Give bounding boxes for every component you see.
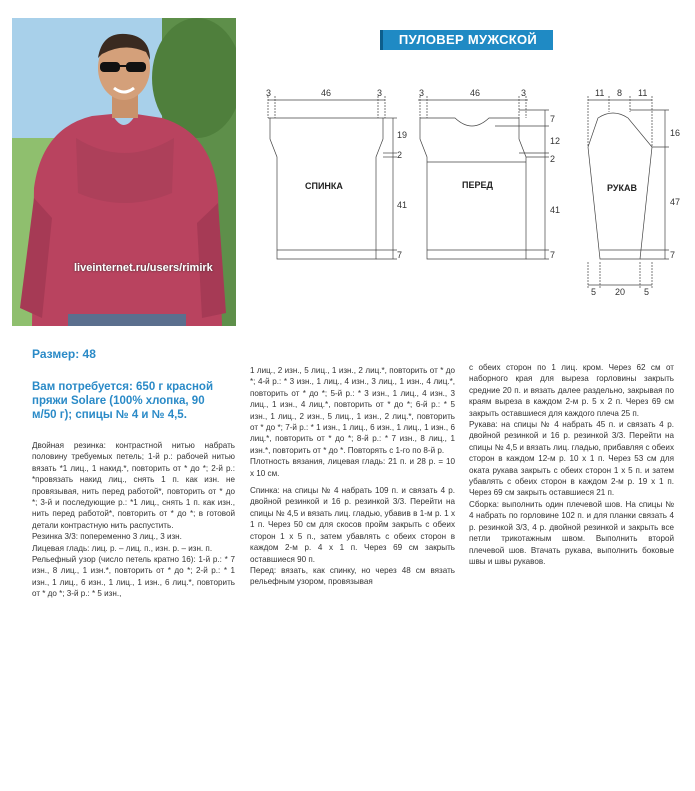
dim-back-w2: 46 [321,88,332,98]
dim-front-w2: 46 [470,88,481,98]
dim-sleeve-h3: 7 [670,250,676,260]
paragraph-gauge: Плотность вязания, лицевая гладь: 21 п. и 28 р. = 10 х 10 см. [250,457,455,478]
paragraph-back: Спинка: на спицы № 4 набрать 109 п. и связать 4 р. двойной резинкой и 16 р. резинкой 3/3. Перейти на спицы № 4,5 и вязать лиц. гладью, убавив в 1-м р. 1 х 1 п. Через 50 см для скосов пройм закрыть с обеих сторон 1 х 5 п., затем убавлять с обеих сторон в каждом 2-м р. 4 х 1 п. Через 69 см закрыть оставшиеся 90 п. [250,486,455,564]
dim-back-h3: 41 [397,200,408,210]
dim-front-h3: 2 [550,154,556,164]
dim-front-w1: 3 [419,88,425,98]
size-heading: Размер: 48 [32,347,96,361]
dim-back-h4: 7 [397,250,403,260]
paragraph-front: Перед: вязать, как спинку, но через 48 см вязать рельефным узором, провязывая [250,565,455,587]
dim-sleeve-bw2: 20 [615,287,626,297]
paragraph-rib-3-3: Резинка 3/3: попеременно 3 лиц., 3 изн. [32,532,182,542]
paragraph-assembly: Сборка: выполнить один плечевой шов. На спицы № 4 набрать по горловине 102 п. и для планки связать 4 р. резинкой 3/3, 4 р. двойной резинкой и закрыть все петли трикотажным швом. Выполнить второй плечевой шов. Втачать рукава, выполнить боковые швы и швы рукавов. [469,499,674,566]
instructions-column-1 [32,440,235,600]
paragraph-relief-pattern: Рельефный узор (число петель кратно 16): 1-й р.: * 7 изн., 8 лиц., 1 изн.*, повторить от * до *; 2-й р.: * 1 изн., 1 лиц., 6 изн., 1 лиц., 1 изн., 6 лиц.*, повторить от * до *; 3-й р.: * 5 изн., [32,555,235,599]
materials-text: Вам потребуется: 650 г красной пряжи Solare (100% хлопка, 90 м/50 г); спицы № 4 и № 4,5. [32,381,214,421]
page-title: ПУЛОВЕР МУЖСКОЙ [398,32,538,47]
front-label: ПЕРЕД [462,180,493,190]
paragraph-stockinette: Лицевая гладь: лиц. р. – лиц. п., изн. р. – изн. п. [32,543,213,553]
dim-back-h2: 2 [397,150,403,160]
instructions-column-2 [250,365,455,588]
dim-sleeve-bw3: 5 [644,287,650,297]
dim-front-h1: 7 [550,114,556,124]
dim-sleeve-bw1: 5 [591,287,597,297]
watermark: liveinternet.ru/users/rimirk [74,262,213,274]
dim-front-h5: 7 [550,250,556,260]
dim-sleeve-h2: 47 [670,197,681,207]
dim-front-w3: 3 [521,88,527,98]
dim-back-w3: 3 [377,88,383,98]
model-photo [12,18,236,326]
dim-sleeve-h1: 16 [670,128,681,138]
title-banner [380,30,553,50]
dim-front-h4: 41 [550,205,561,215]
paragraph-double-rib: Двойная резинка: контрастной нитью набрать половину требуемых петель; 1-й р.: рабочей нитью вязать *1 лиц., 1 накид.*, повторить от * до *; 2-й р.: *провязать накид лиц., снять 1 п. как изн. не провязывая, нить перед работой*, повторить от * до *; 3-й и последующие р.: *1 лиц., снять 1 п. как изн., нить перед работой*, повторить от * до *; в готовой детали контрастную нить распустить. [32,441,235,530]
dim-sleeve-tw1: 11 [595,88,605,98]
model-image [12,18,236,326]
back-label: СПИНКА [305,181,343,191]
paragraph-relief-cont: 1 лиц., 2 изн., 5 лиц., 1 изн., 2 лиц.*, повторить от * до *; 4-й р.: * 3 изн., 1 лиц., 4 изн., 3 лиц., 1 изн., 4 лиц.*, повторить от * до *; 5-й р.: * 3 изн., 1 лиц., 4 изн., 3 лиц., 1 изн., 4 лиц.*, повторить от * до *; 6-й р.: * 5 изн., 1 лиц., 2 изн., 5 лиц., 1 изн., 2 лиц.*, повторить от * до *; 7-й р.: * 1 изн., 1 лиц., 6 изн., 1 лиц., 1 изн., 6 лиц.*, повторить от * до *; 8-й р.: * 7 изн., 8 лиц., 1 изн.*, повторить от * до *. Повторять с 1-го по 8-й р. [250,366,455,455]
dim-sleeve-tw3: 11 [638,88,648,98]
dim-back-h1: 19 [397,130,408,140]
paragraph-sleeves: Рукава: на спицы № 4 набрать 45 п. и связать 4 р. двойной резинкой и 16 р. резинкой 3/3. Перейти на спицы № 4,5 и вязать лиц. гладью, прибавляя с обеих сторон в каждом 12-м р. 10 х 1 п. Через 53 см для оката рукава закрыть с обеих сторон 1 х 5 п. и затем убавлять с обеих сторон в каждом 2-м р. 19 х 1 п. Через 69 см закрыть оставшиеся 21 п. [469,420,674,498]
dim-back-w1: 3 [266,88,272,98]
instructions-column-3 [469,362,674,567]
sleeve-label: РУКАВ [607,183,637,193]
paragraph-front-cont: с обеих сторон по 1 лиц. кром. Через 62 см от наборного края для выреза горловины закрыть средние 20 п. и вязать далее раздельно, закрывая по краям выреза в каждом 2-м р. 5 х 2 п. Через 69 см закрыть оставшиеся для каждого плеча 25 п. [469,363,674,418]
dim-front-h2: 12 [550,136,561,146]
pattern-diagram [245,82,690,297]
dim-sleeve-tw2: 8 [617,88,623,98]
